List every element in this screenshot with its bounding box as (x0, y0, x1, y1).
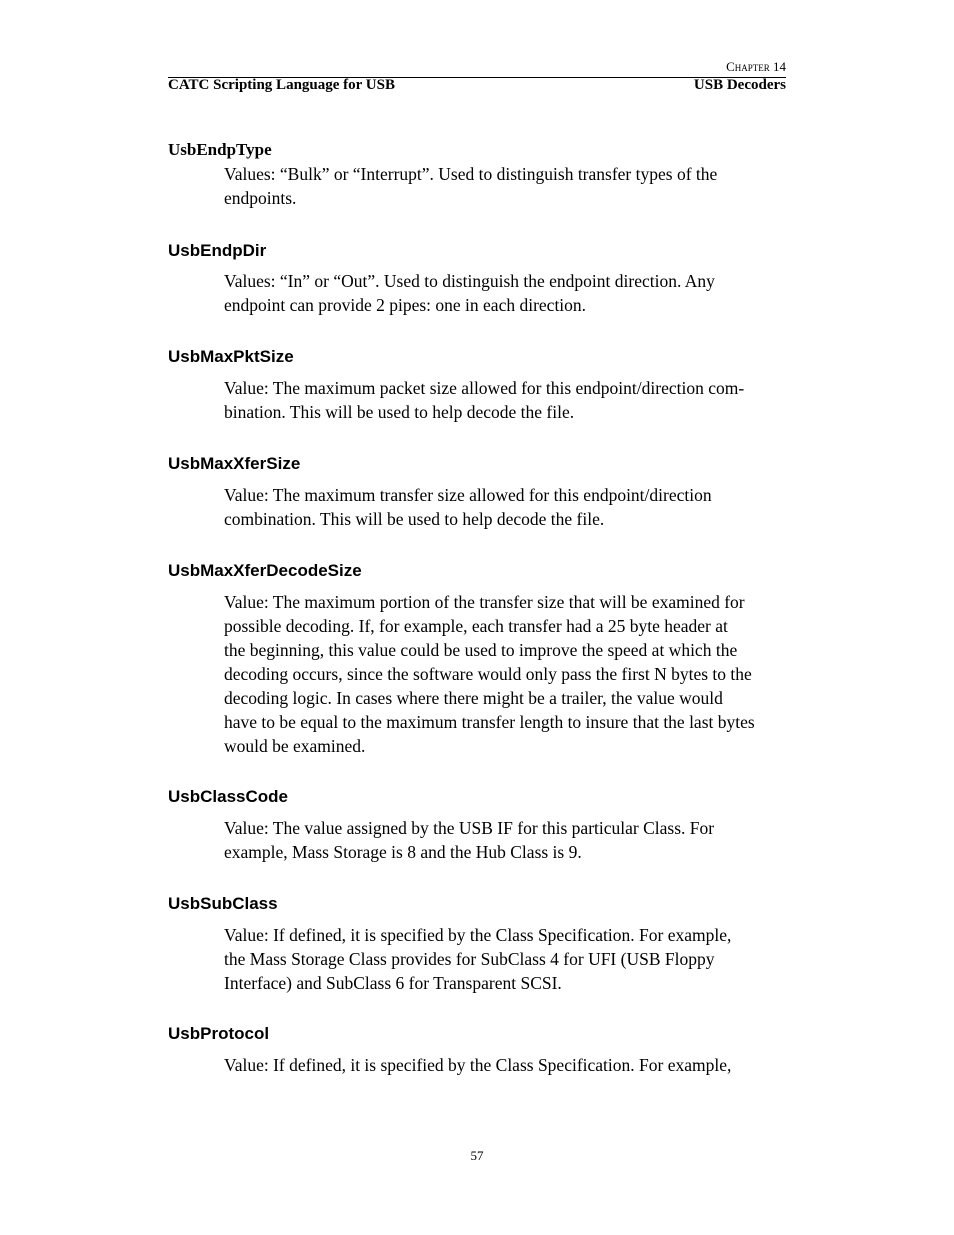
entry-body-usbclasscode (224, 816, 786, 864)
book-title: CATC Scripting Language for USB (168, 77, 395, 93)
entry-heading-usbprotocol: UsbProtocol (168, 1024, 270, 1043)
entry-line: Values: “Bulk” or “Interrupt”. Used to distinguish transfer types of the (224, 164, 718, 184)
entry-body-usbprotocol (224, 1053, 786, 1077)
entry-body-usbmaxxferdecodesize (224, 590, 786, 758)
entry-line: Value: The maximum portion of the transfer size that will be examined for (224, 592, 745, 612)
entry-line: the Mass Storage Class provides for SubClass 4 for UFI (USB Floppy (224, 949, 715, 969)
entry-heading-usbclasscode: UsbClassCode (168, 787, 288, 806)
entry-line: Value: The maximum transfer size allowed for this endpoint/direction (224, 485, 712, 505)
page-number: 57 (470, 1148, 484, 1163)
entry-line: endpoint can provide 2 pipes: one in each direction. (224, 295, 587, 315)
entry-line: example, Mass Storage is 8 and the Hub Class is 9. (224, 842, 582, 862)
entry-heading-usbendptype: UsbEndpType (168, 140, 272, 159)
entry-heading-usbmaxxfersize: UsbMaxXferSize (168, 454, 301, 473)
entry-line: would be examined. (224, 736, 366, 756)
entry-line: Value: If defined, it is specified by the Class Specification. For example, (224, 925, 732, 945)
entry-line: endpoints. (224, 188, 297, 208)
entry-heading-usbmaxpktsize: UsbMaxPktSize (168, 347, 294, 366)
entry-body-usbendptype (224, 162, 786, 210)
chapter-label: Chapter 14 (726, 59, 786, 74)
entry-line: decoding logic. In cases where there might be a trailer, the value would (224, 688, 723, 708)
entry-line: combination. This will be used to help decode the file. (224, 509, 605, 529)
entry-line: have to be equal to the maximum transfer length to insure that the last bytes (224, 712, 755, 732)
chapter-title: USB Decoders (693, 77, 786, 93)
entry-body-usbendpdir (224, 269, 786, 317)
entry-line: Interface) and SubClass 6 for Transparent SCSI. (224, 973, 562, 993)
entry-line: bination. This will be used to help decode the file. (224, 402, 575, 422)
entry-line: Value: If defined, it is specified by the Class Specification. For example, (224, 1055, 732, 1075)
entry-body-usbmaxpktsize (224, 376, 786, 424)
entry-line: decoding occurs, since the software would only pass the first N bytes to the (224, 664, 752, 684)
entry-line: Value: The value assigned by the USB IF for this particular Class. For (224, 818, 715, 838)
entry-body-usbmaxxfersize (224, 483, 786, 531)
entry-line: possible decoding. If, for example, each transfer had a 25 byte header at (224, 616, 728, 636)
entry-heading-usbendpdir: UsbEndpDir (168, 241, 267, 260)
entry-line: Value: The maximum packet size allowed for this endpoint/direction com- (224, 378, 745, 398)
entry-body-usbsubclass (224, 923, 786, 995)
entry-heading-usbsubclass: UsbSubClass (168, 894, 278, 913)
entry-line: Values: “In” or “Out”. Used to distinguish the endpoint direction. Any (224, 271, 715, 291)
entry-heading-usbmaxxferdecodesize: UsbMaxXferDecodeSize (168, 561, 362, 580)
entry-line: the beginning, this value could be used to improve the speed at which the (224, 640, 738, 660)
